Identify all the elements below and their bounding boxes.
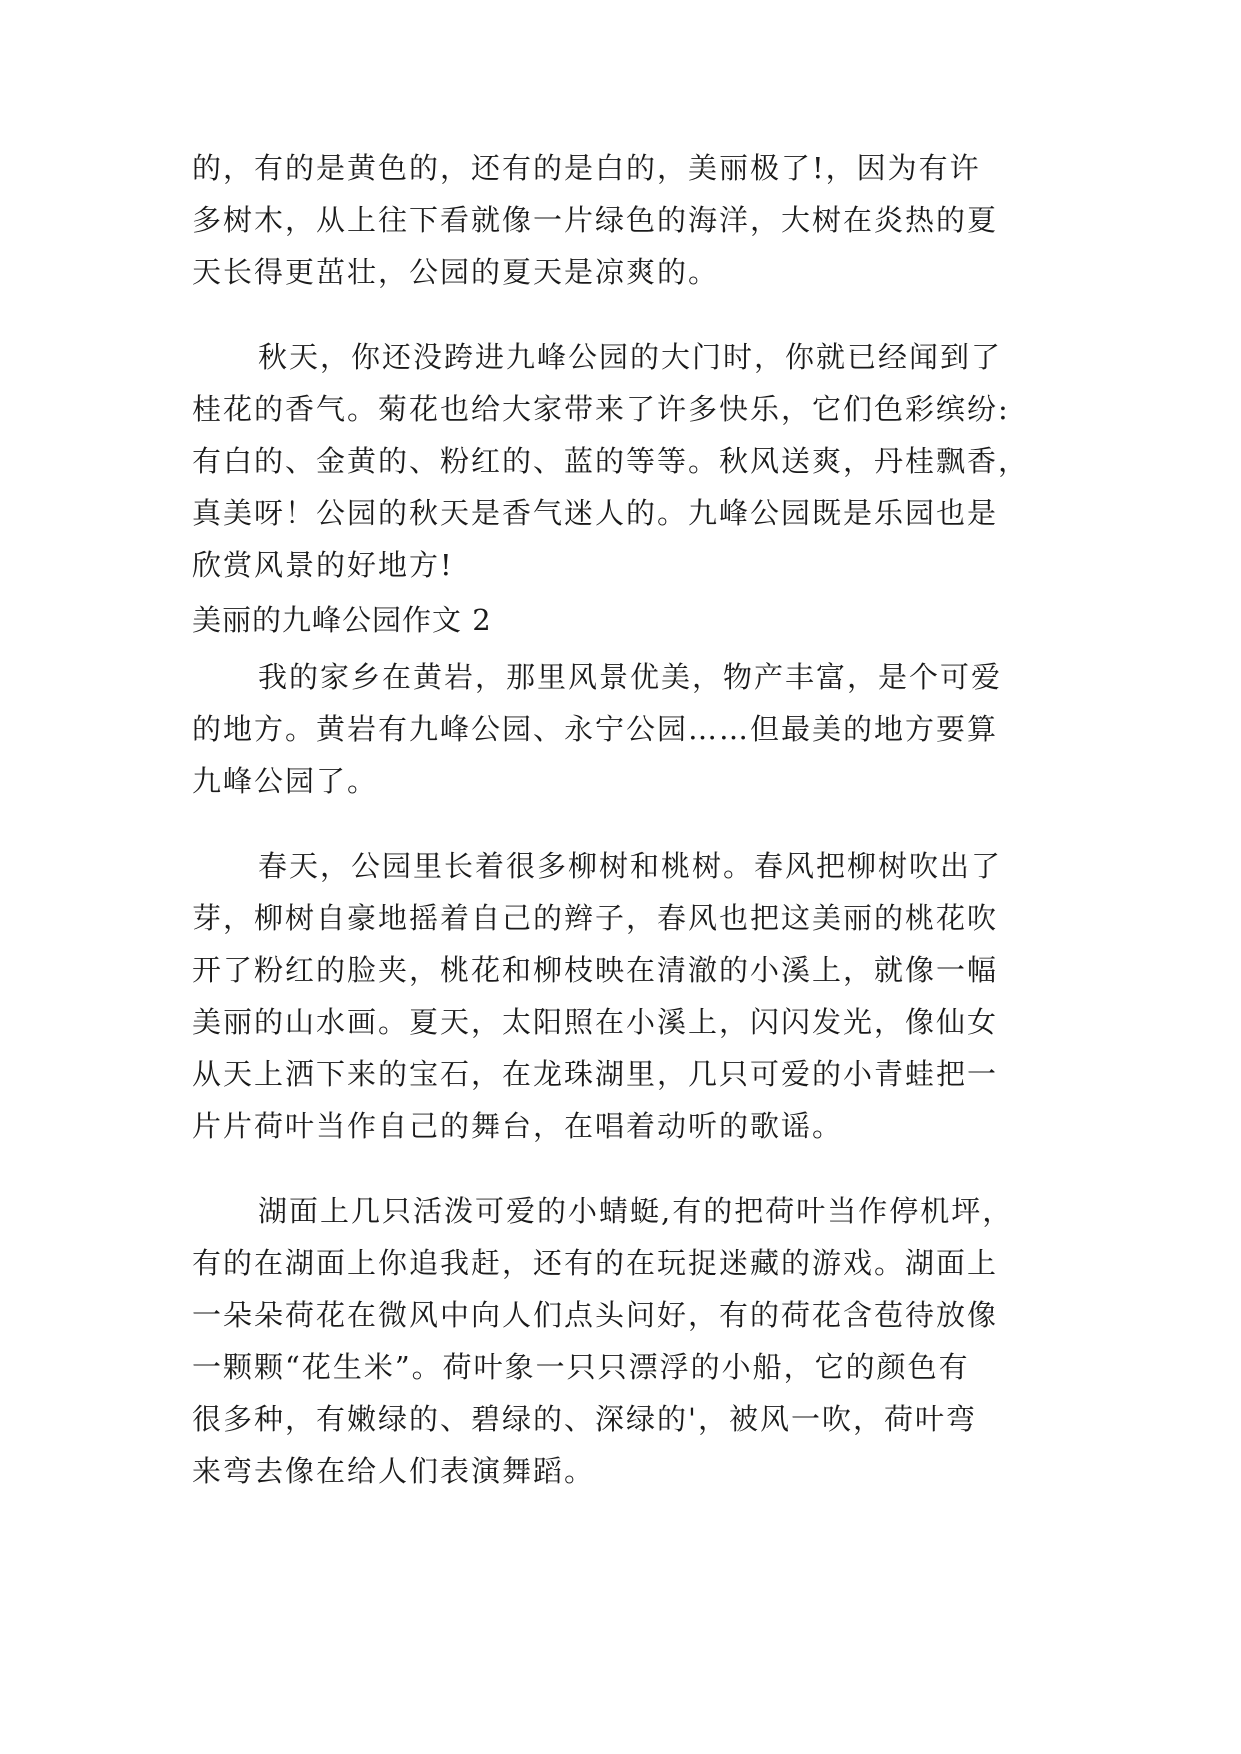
- text-line: 的地方。黄岩有九峰公园、永宁公园……但最美的地方要算: [192, 712, 999, 746]
- text-line: 欣赏风景的好地方!: [192, 548, 454, 582]
- text-line: 多树木，从上往下看就像一片绿色的海洋，大树在炎热的夏: [192, 203, 999, 237]
- text-line: 一朵朵荷花在微风中向人们点头问好，有的荷花含苞待放像: [192, 1298, 999, 1332]
- text-line: 芽，柳树自豪地摇着自己的辫子，春风也把这美丽的桃花吹: [192, 901, 999, 935]
- paragraph-start-line: 湖面上几只活泼可爱的小蜻蜓,有的把荷叶当作停机坪，: [258, 1194, 1014, 1228]
- text-line: 来弯去像在给人们表演舞蹈。: [192, 1454, 596, 1488]
- text-line: 片片荷叶当作自己的舞台，在唱着动听的歌谣。: [192, 1109, 844, 1143]
- text-line: 桂花的香气。菊花也给大家带来了许多快乐，它们色彩缤纷:: [192, 392, 1010, 426]
- text-line: 天长得更茁壮，公园的夏天是凉爽的。: [192, 255, 720, 289]
- section-heading: 美丽的九峰公园作文 2: [192, 603, 492, 637]
- text-line: 真美呀！公园的秋天是香气迷人的。九峰公园既是乐园也是: [192, 496, 999, 530]
- text-line: 美丽的山水画。夏天，太阳照在小溪上，闪闪发光，像仙女: [192, 1005, 999, 1039]
- paragraph-start-line: 秋天，你还没跨进九峰公园的大门时，你就已经闻到了: [258, 340, 1003, 374]
- text-line: 九峰公园了。: [192, 764, 379, 798]
- paragraph-start-line: 春天，公园里长着很多柳树和桃树。春风把柳树吹出了: [258, 849, 1003, 883]
- text-line: 的，有的是黄色的，还有的是白的，美丽极了!，因为有许: [192, 151, 981, 185]
- text-line: 从天上洒下来的宝石，在龙珠湖里，几只可爱的小青蛙把一: [192, 1057, 999, 1091]
- paragraph-start-line: 我的家乡在黄岩，那里风景优美，物产丰富，是个可爱: [258, 660, 1003, 694]
- text-line: 有的在湖面上你追我赶，还有的在玩捉迷藏的游戏。湖面上: [192, 1246, 999, 1280]
- text-line: 一颗颗“花生米”。荷叶象一只只漂浮的小船，它的颜色有: [192, 1350, 970, 1384]
- text-line: 开了粉红的脸夹，桃花和柳枝映在清澈的小溪上，就像一幅: [192, 953, 999, 987]
- text-line: 很多种，有嫩绿的、碧绿的、深绿的'，被风一吹，荷叶弯: [192, 1402, 977, 1436]
- text-line: 有白的、金黄的、粉红的、蓝的等等。秋风送爽，丹桂飘香，: [192, 444, 1030, 478]
